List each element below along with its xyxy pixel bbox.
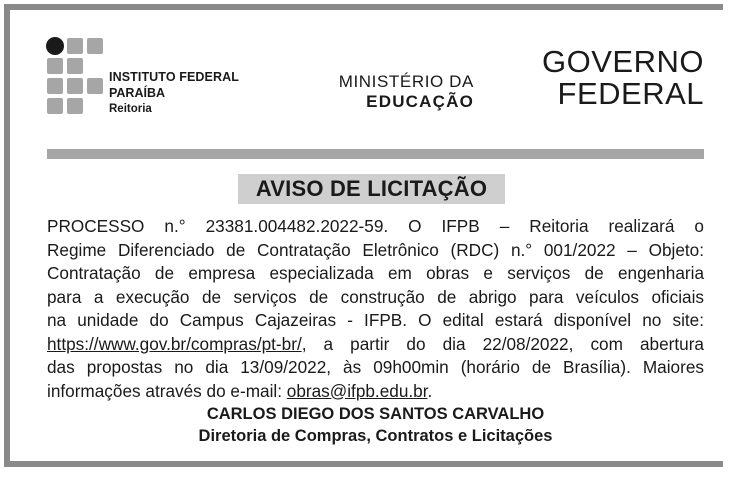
body-line: Contratação de empresa especializada em obras e serviços de engenharia (47, 263, 704, 283)
institute-line-2: PARAÍBA (109, 86, 166, 100)
body-line: das propostas no dia 13/09/2022, às 09h00min (horário de Brasília). Maiores (47, 357, 704, 377)
body-text: . (427, 380, 433, 401)
notice-panel (10, 10, 723, 461)
signatory-name: CARLOS DIEGO DOS SANTOS CARVALHO (206, 405, 545, 423)
ministry-line-1: MINISTÉRIO DA (338, 72, 474, 91)
government-line-1: GOVERNO (542, 44, 704, 79)
body-line: para a execução de serviços de construção de abrigo para veículos oficiais (47, 286, 704, 307)
body-text: informações através do e-mail: (47, 380, 287, 401)
signature-block (47, 403, 704, 447)
email-link[interactable]: obras@ifpb.edu.br (286, 380, 428, 401)
logo-square (47, 58, 63, 74)
logo-dot (46, 37, 64, 55)
body-line: na unidade do Campus Cajazeiras - IFPB. O edital estará disponível no site: (47, 310, 704, 330)
header-divider (47, 149, 704, 159)
logo-square (87, 38, 103, 54)
institute-line-3: Reitoria (109, 103, 152, 115)
notice-body (47, 215, 704, 403)
logo-square (47, 78, 63, 94)
body-line-with-email (47, 380, 704, 404)
body-text: , a partir do dia 22/08/2022, com abertura (301, 333, 704, 354)
logo-square (67, 78, 83, 94)
logo-square (67, 58, 83, 74)
ministry-name (319, 72, 474, 112)
body-line-with-link (47, 333, 704, 357)
logo-square (87, 78, 103, 94)
institute-name (109, 69, 239, 117)
edital-link[interactable]: https://www.gov.br/compras/pt-br/ (47, 333, 302, 354)
notice-frame (4, 4, 723, 467)
body-line: PROCESSO n.° 23381.004482.2022-59. O IFPB – Reitoria realizará o (47, 216, 704, 236)
government-name (510, 46, 704, 110)
logo-square (67, 38, 83, 54)
body-line: Regime Diferenciado de Contratação Eletrônico (RDC) n.° 001/2022 – Objeto: (47, 239, 704, 260)
ifpb-logo (47, 38, 107, 116)
signatory-role: Diretoria de Compras, Contratos e Licitações (198, 427, 553, 445)
government-line-2: FEDERAL (557, 76, 704, 111)
notice-title: AVISO DE LICITAÇÃO (238, 174, 505, 204)
ministry-line-2: EDUCAÇÃO (366, 92, 474, 111)
logo-square (47, 98, 63, 114)
logo-square (67, 98, 83, 114)
institute-line-1: INSTITUTO FEDERAL (109, 70, 239, 84)
